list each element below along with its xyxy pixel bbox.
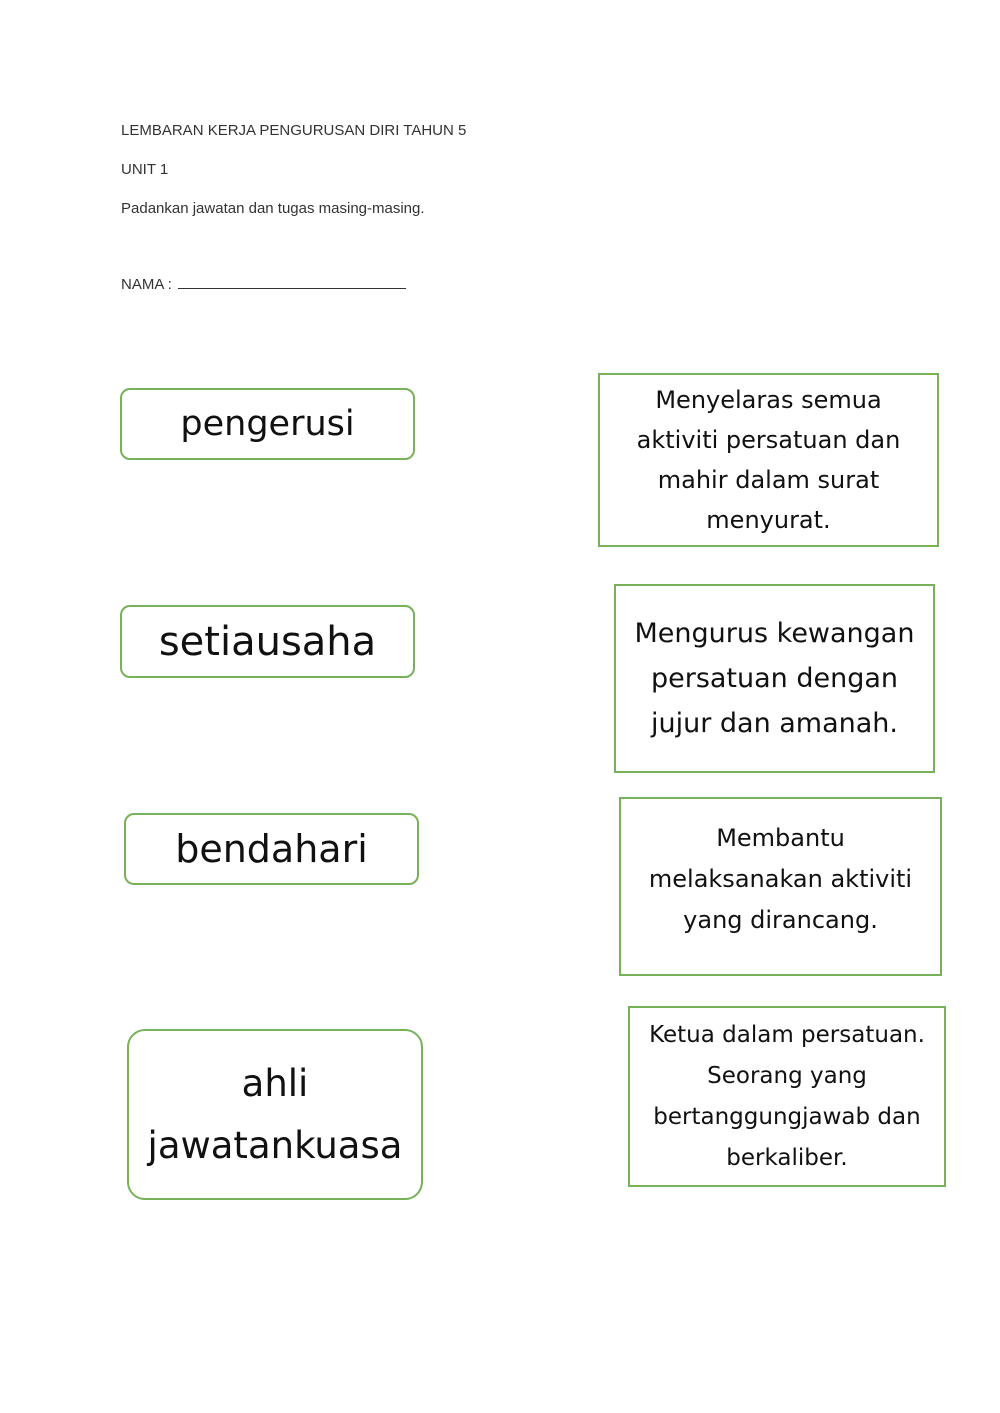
task-line: Ketua dalam persatuan. <box>649 1022 925 1048</box>
instruction-text: Padankan jawatan dan tugas masing-masing. <box>121 200 425 217</box>
role-label: setiausaha <box>158 618 377 665</box>
task-box-4[interactable] <box>628 1006 946 1187</box>
name-field[interactable] <box>121 274 406 293</box>
task-box-3[interactable] <box>619 797 942 976</box>
role-box-bendahari[interactable] <box>124 813 419 885</box>
task-line: berkaliber. <box>726 1145 848 1171</box>
task-line: menyurat. <box>706 506 831 534</box>
task-line: Seorang yang <box>707 1063 867 1089</box>
task-line: Menyelaras semua <box>655 386 882 414</box>
task-line: yang dirancang. <box>683 906 878 934</box>
task-box-1[interactable] <box>598 373 939 547</box>
task-line: jujur dan amanah. <box>650 708 899 739</box>
task-line: persatuan dengan <box>650 663 899 694</box>
role-box-pengerusi[interactable] <box>120 388 415 460</box>
task-line: melaksanakan aktiviti <box>648 865 913 893</box>
role-box-setiausaha[interactable] <box>120 605 415 678</box>
unit-label: UNIT 1 <box>121 161 169 178</box>
task-line: aktiviti persatuan dan <box>636 426 901 454</box>
task-line: Mengurus kewangan <box>634 618 915 649</box>
task-line: mahir dalam surat <box>657 466 880 494</box>
role-label-line1: ahli <box>241 1061 309 1105</box>
task-line: bertanggungjawab dan <box>653 1104 921 1130</box>
task-box-2[interactable] <box>614 584 935 773</box>
name-blank-line[interactable] <box>178 274 406 289</box>
role-label-line2: jawatankuasa <box>147 1123 403 1167</box>
role-label: bendahari <box>175 827 368 871</box>
worksheet-title: LEMBARAN KERJA PENGURUSAN DIRI TAHUN 5 <box>121 122 467 139</box>
role-box-ahli-jawatankuasa[interactable] <box>127 1029 423 1200</box>
role-label: pengerusi <box>180 404 355 444</box>
name-label: NAMA : <box>121 276 172 293</box>
task-line: Membantu <box>716 824 845 852</box>
